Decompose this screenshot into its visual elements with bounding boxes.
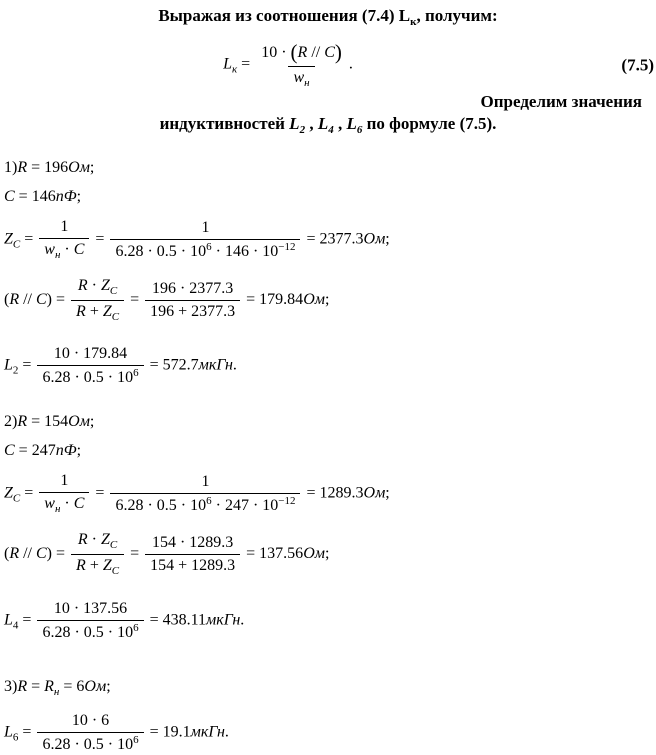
math-token: = bbox=[237, 55, 255, 73]
eq-s1-zc bbox=[0, 217, 656, 263]
math-token: Ом bbox=[363, 484, 386, 502]
math-token: 1 bbox=[201, 473, 210, 491]
fraction bbox=[110, 472, 300, 516]
fraction-denominator bbox=[71, 300, 124, 325]
math-token: R bbox=[77, 276, 88, 294]
math-token: 6 bbox=[206, 495, 212, 508]
math-token: ) = bbox=[46, 290, 70, 308]
math-token: R bbox=[297, 44, 308, 61]
heading-inductances-by-formula bbox=[0, 113, 656, 141]
math-token: пФ bbox=[55, 188, 77, 205]
math-token: 4 bbox=[328, 124, 334, 136]
fraction-denominator bbox=[37, 620, 143, 643]
math-token: , bbox=[333, 114, 347, 133]
math-token: 196 · 2377.3 bbox=[151, 279, 234, 297]
math-token: 6.28 · 0.5 · 10 bbox=[42, 623, 134, 641]
fraction bbox=[256, 39, 347, 91]
math-token: Ом bbox=[68, 413, 90, 431]
fraction-numerator bbox=[196, 218, 214, 239]
math-token: // bbox=[307, 44, 325, 61]
math-token: = bbox=[126, 544, 144, 562]
math-token: = 2377.3 bbox=[302, 230, 364, 248]
math-token: Z bbox=[100, 531, 110, 548]
math-token: = 19.1 bbox=[145, 723, 191, 741]
math-token: R bbox=[77, 531, 88, 548]
fraction-numerator bbox=[55, 471, 73, 492]
fraction-numerator bbox=[55, 217, 73, 238]
math-token: 196 + 2377.3 bbox=[150, 302, 236, 320]
fraction-denominator bbox=[288, 66, 314, 91]
math-token: = bbox=[18, 723, 36, 741]
math-token: Z bbox=[4, 484, 13, 502]
math-token: 1 bbox=[201, 218, 210, 236]
math-token: Ом bbox=[84, 677, 107, 695]
eq-s2-rc-parallel bbox=[0, 530, 656, 579]
math-token: 2 bbox=[299, 124, 306, 136]
math-token: R bbox=[17, 159, 28, 176]
fraction-denominator bbox=[39, 238, 89, 263]
fraction-numerator bbox=[256, 39, 347, 66]
math-token: 6 bbox=[356, 124, 363, 136]
fraction-numerator bbox=[147, 533, 238, 554]
math-token: = 247 bbox=[14, 442, 56, 460]
math-token: w bbox=[293, 69, 305, 87]
fraction-numerator bbox=[49, 599, 132, 620]
math-token: C bbox=[12, 492, 21, 505]
math-token: по формуле (7.5). bbox=[362, 114, 497, 133]
eq-s2-l4 bbox=[0, 599, 656, 643]
math-token: // bbox=[19, 290, 36, 308]
math-token: −12 bbox=[278, 240, 296, 253]
math-token: C bbox=[12, 238, 21, 251]
math-token: ; bbox=[76, 442, 82, 460]
heading-derive-from-relation bbox=[0, 0, 656, 33]
math-token: = 6 bbox=[59, 677, 85, 695]
fraction-denominator bbox=[145, 300, 240, 322]
math-token: Ом bbox=[303, 290, 325, 308]
math-token: 4 bbox=[12, 619, 19, 632]
fraction bbox=[37, 344, 143, 388]
math-token: Ом bbox=[68, 159, 90, 176]
math-token: ( bbox=[290, 40, 298, 64]
math-token: = bbox=[20, 230, 38, 248]
math-token: R bbox=[9, 290, 20, 308]
eq-s3-given-r bbox=[0, 677, 656, 700]
math-token: ; bbox=[324, 290, 330, 308]
math-token: = bbox=[18, 611, 36, 629]
math-token: −12 bbox=[278, 495, 296, 508]
math-token: ; bbox=[76, 188, 82, 205]
fraction-numerator bbox=[147, 279, 238, 300]
fraction bbox=[71, 276, 124, 325]
fraction bbox=[145, 279, 240, 322]
math-token: Выражая из соотношения (7.4) L bbox=[158, 6, 411, 25]
eq-s2-zc bbox=[0, 471, 656, 517]
eq-s2-given-c bbox=[0, 441, 656, 461]
math-token: · 146 · 10 bbox=[211, 242, 279, 260]
eq-s1-given-c bbox=[0, 187, 656, 207]
math-token: = bbox=[91, 484, 109, 502]
fraction bbox=[145, 533, 240, 576]
math-token: 1) bbox=[4, 159, 18, 176]
heading-determine-values: Определим значения bbox=[480, 92, 642, 111]
math-token: = 438.11 bbox=[145, 611, 207, 629]
math-token: 6 bbox=[12, 731, 19, 744]
fraction bbox=[39, 217, 89, 263]
math-token: // bbox=[19, 544, 36, 562]
math-token: , получим: bbox=[416, 6, 498, 25]
math-token: Ом bbox=[303, 544, 325, 562]
fraction-denominator bbox=[37, 365, 143, 388]
equation-7-5 bbox=[223, 39, 353, 91]
math-token: C bbox=[73, 241, 85, 258]
math-token: = bbox=[27, 677, 45, 695]
math-token: · bbox=[87, 276, 101, 294]
eq-s2-given-r bbox=[0, 412, 656, 432]
math-token: . bbox=[224, 723, 229, 741]
fraction-denominator bbox=[110, 493, 300, 516]
math-token: = bbox=[20, 484, 38, 502]
math-token: L bbox=[289, 114, 300, 133]
fraction-denominator bbox=[71, 554, 124, 579]
math-token: . bbox=[240, 611, 245, 629]
math-token: индуктивностей bbox=[159, 114, 290, 133]
math-token: L bbox=[317, 114, 329, 133]
math-token: C bbox=[36, 290, 47, 308]
math-token: 6 bbox=[133, 367, 139, 380]
math-token: Z bbox=[100, 276, 110, 294]
math-token: C bbox=[324, 44, 335, 61]
math-token: ; bbox=[385, 484, 390, 502]
math-token: 10 · bbox=[261, 44, 291, 61]
math-token: 154 · 1289.3 bbox=[151, 533, 234, 551]
math-token: 1 bbox=[60, 218, 69, 235]
math-token: 6.28 · 0.5 · 10 bbox=[42, 736, 134, 754]
math-token: L bbox=[346, 114, 357, 133]
fraction-numerator bbox=[73, 276, 122, 300]
math-token: R bbox=[17, 677, 28, 695]
math-token: Ом bbox=[363, 230, 386, 248]
math-token: 2 bbox=[12, 364, 19, 377]
eq-s3-l6 bbox=[0, 711, 656, 755]
eq-s1-rc-parallel bbox=[0, 276, 656, 325]
math-token: + bbox=[85, 556, 103, 574]
math-token: C bbox=[4, 442, 15, 460]
math-token: ( bbox=[4, 544, 10, 562]
fraction-denominator bbox=[145, 554, 240, 576]
math-token: 6.28 · 0.5 · 10 bbox=[42, 369, 134, 387]
math-token: ; bbox=[106, 677, 111, 695]
math-token: C bbox=[109, 539, 118, 551]
math-token: C bbox=[109, 284, 118, 297]
math-token: C bbox=[73, 495, 85, 513]
math-token: · bbox=[60, 495, 74, 513]
math-token: ; bbox=[89, 159, 95, 176]
math-token: ) bbox=[334, 40, 342, 64]
math-token: , bbox=[305, 114, 318, 133]
math-token: = 137.56 bbox=[242, 544, 304, 562]
math-token: C bbox=[4, 188, 15, 205]
math-token: к bbox=[410, 16, 417, 28]
math-token: 10 · 179.84 bbox=[53, 345, 128, 363]
math-token: 10 · 137.56 bbox=[53, 599, 128, 617]
fraction bbox=[110, 218, 300, 262]
math-token: 10 · 6 bbox=[71, 712, 110, 730]
fraction-denominator bbox=[39, 492, 89, 517]
math-token: = 1289.3 bbox=[302, 484, 364, 502]
math-token: w bbox=[44, 495, 55, 513]
math-token: 1 bbox=[60, 472, 69, 490]
math-token: = 146 bbox=[14, 188, 56, 205]
math-token: R bbox=[76, 556, 86, 574]
math-token: н bbox=[53, 685, 60, 698]
math-token: C bbox=[111, 310, 120, 323]
fraction bbox=[39, 471, 89, 517]
math-token: · bbox=[87, 531, 101, 548]
math-token: 2) bbox=[4, 413, 18, 431]
math-token: = 179.84 bbox=[242, 290, 304, 308]
equation-number-label: (7.5) bbox=[621, 55, 654, 75]
math-token: · bbox=[60, 241, 74, 258]
fraction bbox=[37, 711, 143, 755]
math-token: = 196 bbox=[27, 159, 69, 176]
fraction-numerator bbox=[67, 711, 114, 732]
math-token: ) = bbox=[46, 544, 70, 562]
fraction-denominator bbox=[110, 239, 300, 262]
math-token: . bbox=[348, 55, 353, 73]
math-token: 6.28 · 0.5 · 10 bbox=[115, 242, 207, 260]
math-token: · 247 · 10 bbox=[211, 497, 279, 515]
math-token: 6 bbox=[133, 734, 139, 747]
eq-s1-given-r bbox=[0, 158, 656, 178]
fraction bbox=[71, 530, 124, 579]
math-token: L bbox=[223, 55, 233, 73]
math-token: R bbox=[44, 677, 54, 695]
math-token: ( bbox=[4, 290, 10, 308]
math-token: = 572.7 bbox=[145, 356, 199, 374]
math-token: н bbox=[304, 77, 310, 90]
math-token: к bbox=[232, 63, 238, 76]
math-token: = bbox=[18, 356, 36, 374]
math-token: Z bbox=[102, 302, 112, 320]
math-token: = bbox=[91, 230, 109, 248]
math-token: = bbox=[126, 290, 144, 308]
math-token: L bbox=[4, 723, 13, 741]
math-token: ; bbox=[89, 413, 95, 431]
math-token: ; bbox=[324, 544, 330, 562]
fraction-denominator bbox=[37, 732, 143, 755]
math-token: R bbox=[9, 544, 20, 562]
math-token: C bbox=[36, 544, 47, 562]
eq-s1-l2 bbox=[0, 344, 656, 388]
math-token: . bbox=[232, 356, 237, 374]
math-token: н bbox=[54, 503, 61, 516]
math-token: 6 bbox=[206, 240, 212, 253]
fraction-numerator bbox=[196, 472, 214, 493]
math-token: L bbox=[4, 356, 13, 374]
math-token: 6.28 · 0.5 · 10 bbox=[115, 497, 207, 515]
fraction-numerator bbox=[49, 344, 132, 365]
fraction-numerator bbox=[73, 530, 122, 554]
fraction bbox=[37, 599, 143, 643]
math-token: мкГн bbox=[190, 723, 225, 741]
math-token: мкГн bbox=[198, 356, 233, 374]
math-token: 154 + 1289.3 bbox=[150, 556, 236, 574]
math-token: + bbox=[85, 302, 103, 320]
math-token: C bbox=[111, 564, 120, 577]
math-token: н bbox=[54, 249, 61, 261]
math-token: 3) bbox=[4, 677, 18, 695]
math-token: L bbox=[4, 611, 13, 629]
math-token: Z bbox=[4, 230, 13, 248]
math-token: R bbox=[76, 302, 86, 320]
math-token: мкГн bbox=[206, 611, 241, 629]
math-token: пФ bbox=[55, 442, 77, 460]
math-token: w bbox=[44, 241, 55, 258]
math-token: = 154 bbox=[27, 413, 69, 431]
math-token: ; bbox=[385, 230, 390, 248]
equation-7-5-row bbox=[0, 39, 656, 91]
math-token: Z bbox=[102, 556, 112, 574]
math-token: R bbox=[17, 413, 28, 431]
math-token: 6 bbox=[133, 621, 139, 634]
